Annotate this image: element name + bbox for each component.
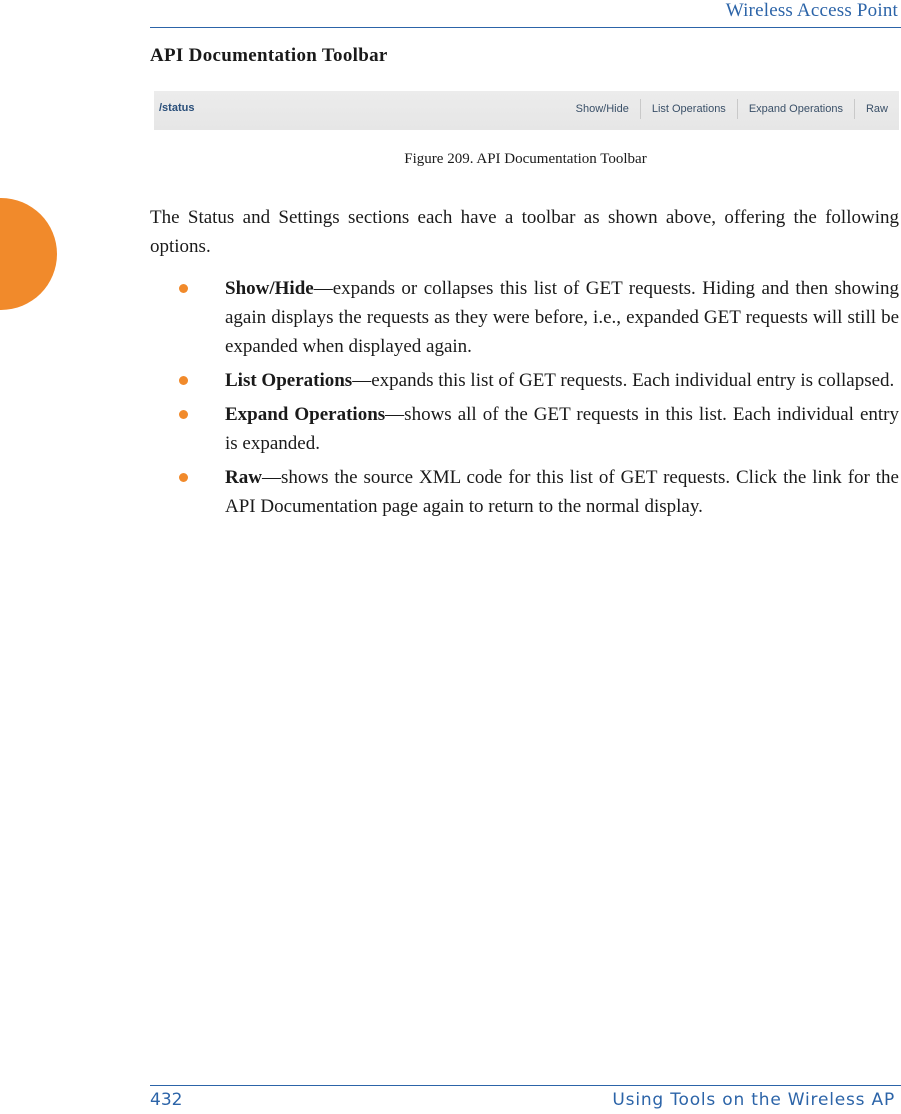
bullet-term: List Operations — [225, 370, 353, 391]
list-operations-link[interactable]: List Operations — [651, 103, 726, 115]
footer-rule — [150, 1085, 901, 1086]
bullet-term: Show/Hide — [225, 278, 314, 299]
show-hide-link[interactable]: Show/Hide — [575, 103, 629, 115]
bullet-term: Raw — [225, 467, 262, 488]
bullet-dot-icon — [179, 284, 188, 293]
figure-caption: Figure 209. API Documentation Toolbar — [404, 151, 647, 167]
footer-chapter-title: Using Tools on the Wireless AP — [612, 1090, 895, 1110]
bullet-dot-icon — [179, 410, 188, 419]
bullet-description: —shows all of the GET requests in this list. Each individual entry is expanded. — [225, 404, 899, 454]
bullet-dot-icon — [179, 376, 188, 385]
bullet-dot-icon — [179, 473, 188, 482]
expand-operations-link[interactable]: Expand Operations — [748, 103, 843, 115]
footer-page-number: 432 — [150, 1090, 183, 1110]
list-item — [150, 463, 899, 521]
bullet-description: —expands this list of GET requests. Each individual entry is collapsed. — [352, 370, 895, 391]
options-list — [150, 274, 899, 526]
list-item — [150, 366, 899, 395]
list-item — [150, 400, 899, 458]
list-item — [150, 274, 899, 361]
header-rule — [150, 27, 901, 28]
raw-link[interactable]: Raw — [865, 103, 888, 115]
figure-toolbar — [154, 91, 899, 130]
toolbar-path-link[interactable]: /status — [159, 102, 195, 114]
toolbar-actions — [565, 98, 899, 120]
bullet-description: —shows the source XML code for this list of GET requests. Click the link for the API Documentation page again to return to the normal display. — [225, 467, 899, 517]
intro-paragraph: The Status and Settings sections each have a toolbar as shown above, offering the following options. — [150, 207, 899, 257]
page-header-title: Wireless Access Point — [725, 0, 898, 21]
section-heading: API Documentation Toolbar — [150, 45, 388, 66]
bullet-description: —expands or collapses this list of GET requests. Hiding and then showing again displays the requests as they were before, i.e., expanded GET requests will still be expanded when displayed again. — [225, 278, 899, 357]
side-tab-marker — [0, 198, 57, 310]
bullet-term: Expand Operations — [225, 404, 386, 425]
